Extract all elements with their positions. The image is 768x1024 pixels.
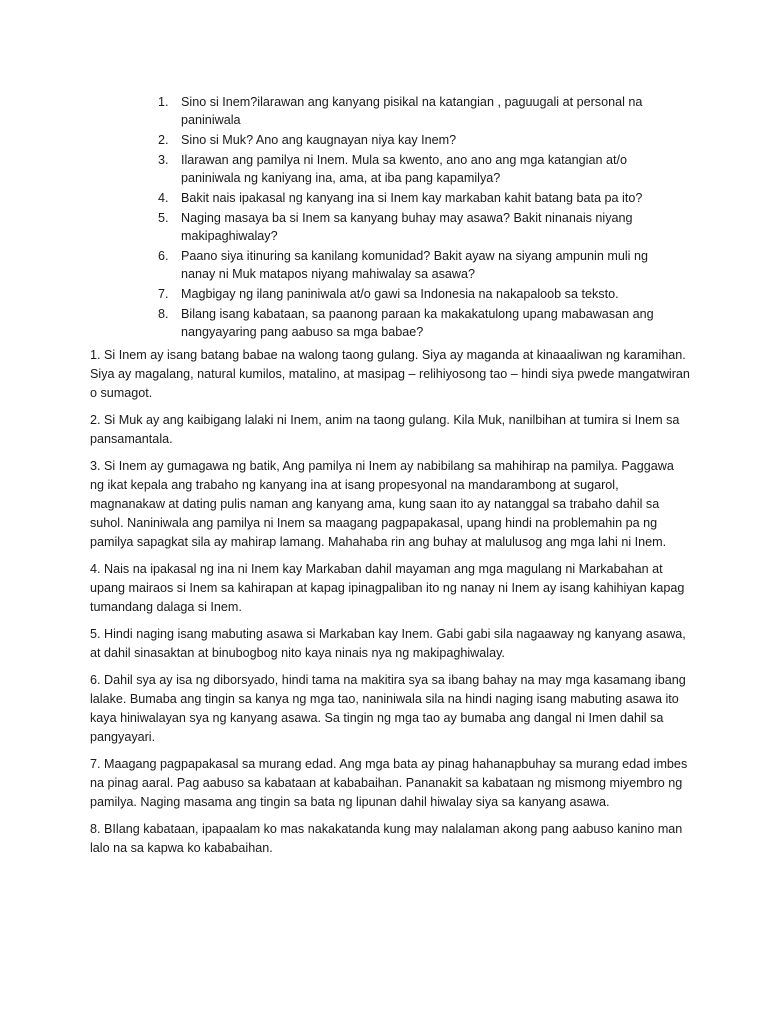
answer-paragraph: 8. BIlang kabataan, ipapaalam ko mas nakakatanda kung may nalalaman akong pang aabuso kanino man lalo na sa kapwa ko kababaihan.	[90, 822, 683, 855]
answer-paragraph: 5. Hindi naging isang mabuting asawa si Markaban kay Inem. Gabi gabi sila nagaaway ng kanyang asawa, at dahil sinasaktan at binubogbog nito kaya ninais nya ng makipaghiwalay.	[90, 627, 686, 660]
question-item	[158, 305, 658, 341]
question-number: 6.	[158, 249, 169, 263]
question-text: Naging masaya ba si Inem sa kanyang buhay may asawa? Bakit ninanais niyang makipaghiwalay?	[181, 211, 633, 243]
question-number: 2.	[158, 133, 169, 147]
answer-paragraph: 2. Si Muk ay ang kaibigang lalaki ni Inem, anim na taong gulang. Kila Muk, nanilbihan at tumira si Inem sa pansamantala.	[90, 413, 680, 446]
question-text: Bakit nais ipakasal ng kanyang ina si Inem kay markaban kahit batang bata pa ito?	[181, 191, 643, 205]
answer-paragraph: 1. Si Inem ay isang batang babae na walong taong gulang. Siya ay maganda at kinaaaliwan ng karamihan. Siya ay magalang, natural kumilos, matalino, at masipag – relihiyosong tao – hindi siya pwede mangatwiran o sumagot.	[90, 348, 690, 400]
question-item	[158, 189, 658, 207]
answer-paragraph: 6. Dahil sya ay isa ng diborsyado, hindi tama na makitira sya sa ibang bahay na may mga kasamang ibang lalake. Bumaba ang tingin sa kanya ng mga tao, naniniwala sila na hindi naging isang mabuting asawa ito kaya hiniwalayan sya ng kanyang asawa. Sa tingin ng mga tao ay bumaba ang dangal ni Imen dahil sa pangyayari.	[90, 673, 686, 744]
answer-paragraph: 4. Nais na ipakasal ng ina ni Inem kay Markaban dahil mayaman ang mga magulang ni Markabahan at upang mairaos si Inem sa kahirapan at kapag ipinagpaliban ito ng nanay ni Inem ay isang kahihiyan kapag tumandang dalaga si Inem.	[90, 562, 685, 614]
answer-section	[90, 346, 690, 866]
question-number: 8.	[158, 307, 169, 321]
question-item	[158, 93, 658, 129]
answer-paragraph: 7. Maagang pagpapakasal sa murang edad. Ang mga bata ay pinag hahanapbuhay sa murang edad imbes na pinag aaral. Pag aabuso sa kabataan at kababaihan. Pananakit sa kabataan ng mismong miyembro ng pamilya. Naging masama ang tingin sa bata ng lipunan dahil hiwalay siya sa kanyang asawa.	[90, 757, 688, 809]
question-item	[158, 151, 658, 187]
question-list	[158, 93, 658, 343]
answer-paragraph: 3. Si Inem ay gumagawa ng batik, Ang pamilya ni Inem ay nabibilang sa mahihirap na pamilya. Paggawa ng ikat kepala ang trabaho ng kanyang ina at isang propesyonal na mandarambong at sugarol, magnanakaw at dating pulis naman ang kanyang ama, kung saan ito ay natanggal sa trabaho dahil sa suhol. Naniniwala ang pamilya ni Inem sa maagang pagpapakasal, upang hindi na problemahin pa ng pamilya sapagkat sila ay mahirap lamang. Mahahaba rin ang buhay at malulusog ang mga lahi ni Inem.	[90, 459, 674, 549]
question-text: Sino si Muk? Ano ang kaugnayan niya kay Inem?	[181, 133, 457, 147]
question-text: Magbigay ng ilang paniniwala at/o gawi sa Indonesia na nakapaloob sa teksto.	[181, 287, 619, 301]
question-number: 7.	[158, 287, 169, 301]
question-item	[158, 131, 658, 149]
question-text: Paano siya itinuring sa kanilang komunidad? Bakit ayaw na siyang ampunin muli ng nanay ni Muk matapos niyang mahiwalay sa asawa?	[181, 249, 648, 281]
question-text: Ilarawan ang pamilya ni Inem. Mula sa kwento, ano ano ang mga katangian at/o paniniwala ng kaniyang ina, ama, at iba pang kapamilya?	[181, 153, 627, 185]
question-number: 1.	[158, 95, 169, 109]
question-text: Bilang isang kabataan, sa paanong paraan ka makakatulong upang mabawasan ang nangyayaring pang aabuso sa mga babae?	[181, 307, 654, 339]
question-item	[158, 209, 658, 245]
question-text: Sino si Inem?ilarawan ang kanyang pisikal na katangian , paguugali at personal na paniniwala	[181, 95, 643, 127]
question-number: 5.	[158, 211, 169, 225]
question-number: 4.	[158, 191, 169, 205]
question-number: 3.	[158, 153, 169, 167]
question-item	[158, 247, 658, 283]
question-item	[158, 285, 658, 303]
